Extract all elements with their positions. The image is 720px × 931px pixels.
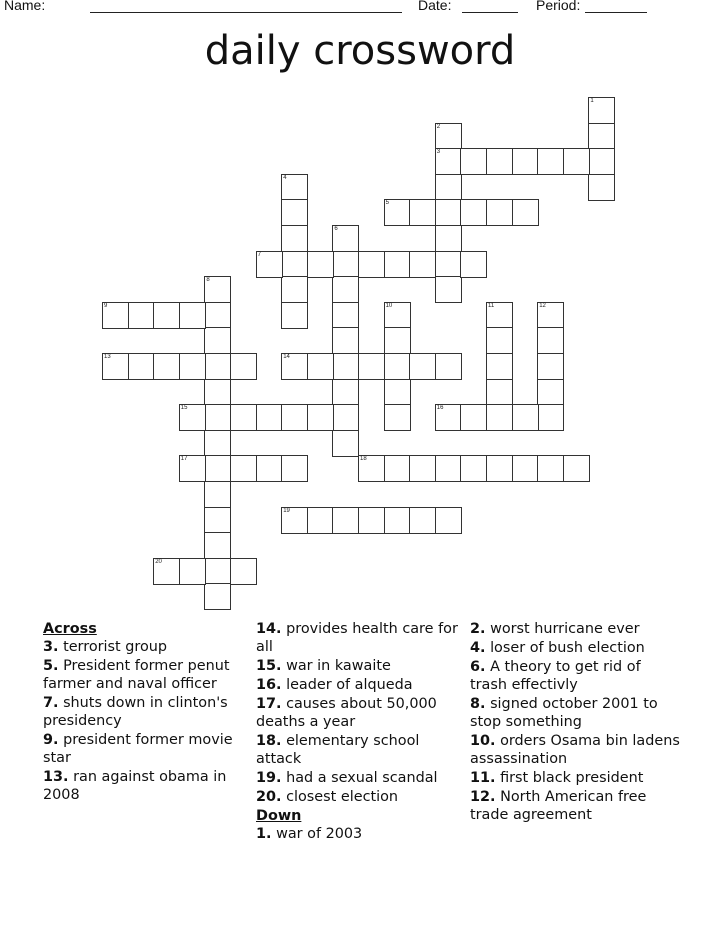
grid-cell[interactable]	[537, 455, 564, 482]
grid-cell[interactable]	[460, 199, 487, 226]
grid-cell[interactable]	[281, 302, 308, 329]
grid-cell[interactable]	[486, 455, 513, 482]
grid-cell[interactable]	[409, 353, 436, 380]
grid-cell[interactable]	[281, 455, 308, 482]
grid-cell[interactable]	[230, 558, 257, 585]
grid-cell[interactable]	[563, 455, 590, 482]
grid-cell[interactable]	[204, 327, 231, 354]
grid-cell[interactable]	[435, 225, 462, 252]
grid-clue-number: 8	[206, 277, 210, 284]
clue-down-12: 12. North American free trade agreement	[470, 789, 647, 823]
clue-down-11: 11. first black president	[470, 770, 644, 786]
grid-cell[interactable]	[230, 455, 257, 482]
grid-cell[interactable]	[435, 404, 462, 431]
grid-cell[interactable]	[204, 379, 231, 406]
grid-cell[interactable]	[153, 302, 180, 329]
grid-cell[interactable]	[409, 199, 436, 226]
grid-clue-number: 10	[385, 302, 393, 309]
date-label: Date:	[418, 0, 452, 13]
grid-cell[interactable]	[332, 379, 359, 406]
grid-cell[interactable]	[307, 353, 334, 380]
grid-cell[interactable]	[332, 507, 359, 534]
clue-down-2: 2. worst hurricane ever	[470, 621, 640, 637]
grid-clue-number: 6	[334, 226, 338, 232]
grid-cell[interactable]	[332, 404, 359, 431]
grid-cell[interactable]	[435, 148, 462, 175]
grid-clue-number: 11	[488, 302, 495, 309]
grid-cell[interactable]	[537, 302, 564, 329]
clue-across-17: 17. causes about 50,000 deaths a year	[256, 696, 437, 730]
grid-cell[interactable]	[204, 430, 231, 457]
clue-down-8: 8. signed october 2001 to stop something	[470, 696, 658, 730]
grid-cell[interactable]	[435, 276, 462, 303]
clue-down-1: 1. war of 2003	[256, 826, 363, 842]
grid-cell[interactable]	[486, 327, 513, 354]
grid-cell[interactable]	[384, 251, 411, 278]
grid-cell[interactable]	[204, 302, 231, 329]
grid-cell[interactable]	[307, 404, 334, 431]
grid-cell[interactable]	[204, 276, 231, 303]
grid-cell[interactable]	[153, 353, 180, 380]
grid-cell[interactable]	[281, 199, 308, 226]
grid-cell[interactable]	[332, 276, 359, 303]
grid-clue-number: 9	[104, 302, 108, 309]
grid-cell[interactable]	[204, 507, 231, 534]
grid-cell[interactable]	[384, 455, 411, 482]
grid-cell[interactable]	[384, 199, 411, 226]
grid-cell[interactable]	[537, 404, 564, 431]
clues-column-1	[43, 620, 248, 805]
clue-across-16: 16. leader of alqueda	[256, 677, 413, 693]
grid-cell[interactable]	[435, 174, 462, 201]
grid-cell[interactable]	[204, 455, 231, 482]
grid-cell[interactable]	[537, 353, 564, 380]
grid-cell[interactable]	[384, 302, 411, 329]
grid-cell[interactable]	[179, 302, 206, 329]
grid-cell[interactable]	[179, 558, 206, 585]
grid-cell[interactable]	[486, 148, 513, 175]
grid-cell[interactable]	[512, 455, 539, 482]
grid-cell[interactable]	[537, 379, 564, 406]
grid-cell[interactable]	[256, 404, 283, 431]
clue-across-5: 5. President former penut farmer and naval officer	[43, 658, 230, 692]
clue-across-7: 7. shuts down in clinton's presidency	[43, 695, 228, 729]
page-title: daily crossword	[204, 28, 516, 74]
name-label: Name:	[4, 0, 46, 13]
grid-cell[interactable]	[588, 97, 615, 124]
grid-cell[interactable]	[409, 251, 436, 278]
grid-cell[interactable]	[537, 327, 564, 354]
period-label: Period:	[536, 0, 581, 13]
grid-cell[interactable]	[179, 353, 206, 380]
grid-cell[interactable]	[460, 148, 487, 175]
clues-column-2	[256, 620, 461, 844]
grid-cell[interactable]	[102, 353, 129, 380]
grid-clue-number: 19	[283, 507, 290, 514]
clue-across-18: 18. elementary school attack	[256, 733, 420, 767]
clue-down-10: 10. orders Osama bin ladens assassination	[470, 733, 680, 767]
grid-cell[interactable]	[409, 507, 436, 534]
grid-cell[interactable]	[204, 404, 231, 431]
grid-cell[interactable]	[384, 353, 411, 380]
grid-cell[interactable]	[281, 353, 308, 380]
grid-cell[interactable]	[153, 558, 180, 585]
grid-cell[interactable]	[307, 507, 334, 534]
grid-cell[interactable]	[256, 455, 283, 482]
grid-cell[interactable]	[102, 302, 129, 329]
grid-cell[interactable]	[358, 507, 385, 534]
grid-clue-number: 4	[283, 174, 287, 181]
grid-cell[interactable]	[281, 276, 308, 303]
grid-cell[interactable]	[588, 123, 615, 150]
grid-cell[interactable]	[486, 302, 513, 329]
grid-cell[interactable]	[512, 199, 539, 226]
grid-cell[interactable]	[435, 353, 462, 380]
grid-cell[interactable]	[409, 455, 436, 482]
grid-cell[interactable]	[281, 404, 308, 431]
grid-cell[interactable]	[256, 251, 283, 278]
grid-cell[interactable]	[281, 251, 308, 278]
grid-cell[interactable]	[230, 353, 257, 380]
grid-cell[interactable]	[460, 251, 487, 278]
grid-cell[interactable]	[435, 199, 462, 226]
grid-cell[interactable]	[179, 455, 206, 482]
clue-across-13: 13. ran against obama in 2008	[43, 769, 227, 803]
grid-cell[interactable]	[435, 507, 462, 534]
grid-clue-number: 3	[436, 149, 441, 156]
grid-cell[interactable]	[281, 174, 308, 201]
grid-clue-number: 12	[539, 302, 546, 309]
grid-cell[interactable]	[384, 507, 411, 534]
grid-cell[interactable]	[486, 404, 513, 431]
clue-across-9: 9. president former movie star	[43, 732, 233, 766]
grid-cell[interactable]	[204, 353, 231, 380]
grid-clue-number: 18	[360, 456, 367, 463]
grid-clue-number: 16	[436, 405, 444, 412]
grid-cell[interactable]	[281, 507, 308, 534]
grid-cell[interactable]	[332, 302, 359, 329]
grid-clue-number: 14	[283, 354, 290, 360]
grid-clue-number: 17	[180, 456, 188, 463]
clues-column-3	[470, 620, 680, 825]
grid-cell[interactable]	[435, 251, 462, 278]
grid-cell[interactable]	[307, 251, 334, 278]
grid-cell[interactable]	[128, 302, 155, 329]
grid-cell[interactable]	[332, 353, 359, 380]
grid-clue-number: 7	[257, 251, 261, 258]
grid-cell[interactable]	[460, 404, 487, 431]
grid-cell[interactable]	[486, 379, 513, 406]
grid-cell[interactable]	[435, 123, 462, 150]
grid-cell[interactable]	[384, 404, 411, 431]
clue-across-20: 20. closest election	[256, 789, 399, 805]
grid-cell[interactable]	[230, 404, 257, 431]
grid-clue-number: 15	[180, 405, 188, 412]
grid-clue-number: 5	[385, 200, 389, 207]
grid-cell[interactable]	[204, 532, 231, 559]
grid-cell[interactable]	[358, 353, 385, 380]
down-heading: Down	[256, 808, 302, 824]
grid-cell[interactable]	[435, 455, 462, 482]
grid-cell[interactable]	[384, 379, 411, 406]
grid-cell[interactable]	[281, 225, 308, 252]
clue-across-15: 15. war in kawaite	[256, 658, 391, 674]
grid-cell[interactable]	[384, 327, 411, 354]
grid-cell[interactable]	[204, 583, 231, 610]
grid-cell[interactable]	[332, 225, 359, 252]
grid-cell[interactable]	[332, 251, 359, 278]
grid-cell[interactable]	[588, 174, 615, 201]
grid-clue-number: 20	[155, 558, 162, 565]
grid-clue-number: 1	[590, 98, 594, 104]
grid-cell[interactable]	[128, 353, 155, 380]
clue-down-4: 4. loser of bush election	[470, 640, 645, 656]
across-heading: Across	[43, 621, 97, 637]
grid-cell[interactable]	[179, 404, 206, 431]
grid-cell[interactable]	[358, 251, 385, 278]
grid-cell[interactable]	[512, 404, 539, 431]
grid-cell[interactable]	[512, 148, 539, 175]
grid-cell[interactable]	[204, 558, 231, 585]
grid-cell[interactable]	[332, 430, 359, 457]
grid-cell[interactable]	[204, 481, 231, 508]
clue-across-14: 14. provides health care for all	[256, 621, 458, 655]
grid-cell[interactable]	[588, 148, 615, 175]
grid-clue-number: 2	[436, 123, 441, 130]
grid-cell[interactable]	[332, 327, 359, 354]
grid-cell[interactable]	[563, 148, 590, 175]
grid-cell[interactable]	[486, 353, 513, 380]
grid-clue-number: 13	[104, 354, 111, 360]
grid-cell[interactable]	[486, 199, 513, 226]
grid-cell[interactable]	[537, 148, 564, 175]
clue-down-6: 6. A theory to get rid of trash effectivly	[470, 659, 641, 693]
grid-cell[interactable]	[460, 455, 487, 482]
clue-across-3: 3. terrorist group	[43, 639, 168, 655]
grid-cell[interactable]	[358, 455, 385, 482]
clue-across-19: 19. had a sexual scandal	[256, 770, 438, 786]
